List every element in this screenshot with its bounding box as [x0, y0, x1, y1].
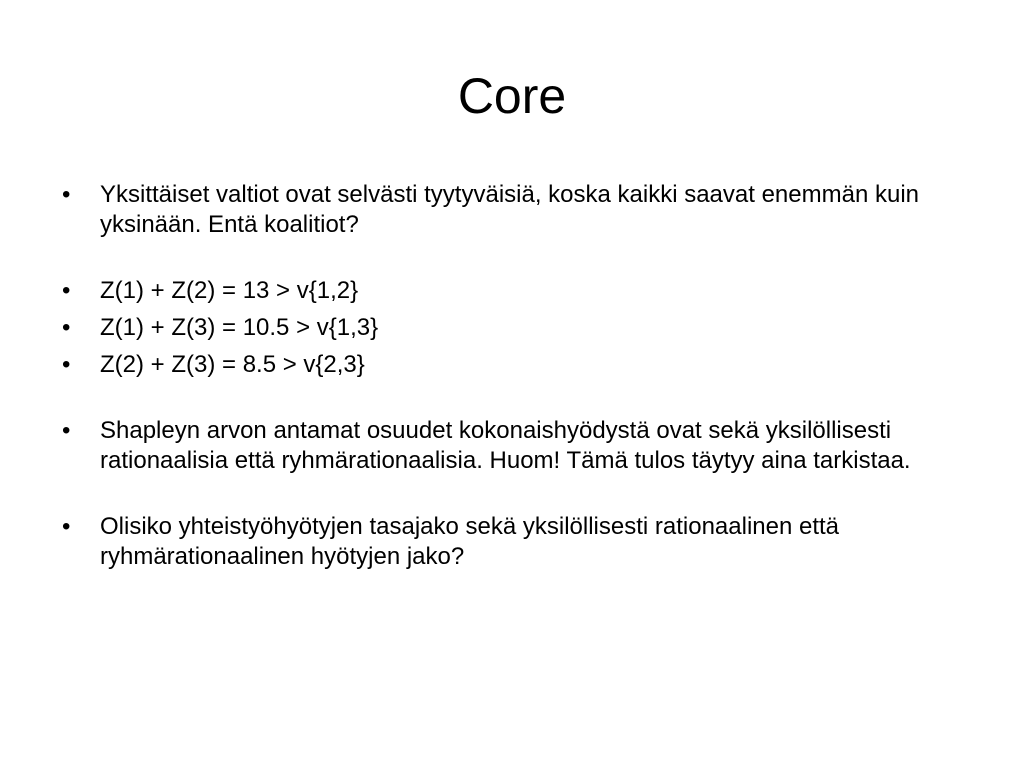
bullet-list	[62, 180, 972, 572]
bullet-text: Z(1) + Z(3) = 10.5 > v{1,3}	[100, 314, 379, 341]
bullet-icon: •	[62, 351, 71, 378]
bullet-icon: •	[62, 417, 71, 444]
bullet-icon: •	[62, 181, 71, 208]
bullet-text: Yksittäiset valtiot ovat selvästi tyytyväisiä, koska kaikki saavat enemmän kuin yksinään. Entä koalitiot?	[100, 181, 919, 238]
bullet-item-equal-split	[62, 512, 972, 572]
bullet-item-shapley	[62, 416, 972, 476]
bullet-text: Z(1) + Z(2) = 13 > v{1,2}	[100, 277, 359, 304]
bullet-item-coalitions	[62, 180, 972, 240]
slide-title: Core	[457, 68, 567, 124]
bullet-item-z12	[62, 276, 972, 306]
bullet-icon: •	[62, 513, 71, 540]
bullet-text: Olisiko yhteistyöhyötyjen tasajako sekä yksilöllisesti rationaalinen että ryhmärationaalinen hyötyjen jako?	[100, 513, 840, 570]
bullet-icon: •	[62, 314, 71, 341]
bullet-text: Shapleyn arvon antamat osuudet kokonaishyödystä ovat sekä yksilöllisesti rationaalisia että ryhmärationaalisia. Huom! Tämä tulos täytyy aina tarkistaa.	[100, 417, 911, 474]
bullet-item-z13	[62, 313, 972, 343]
bullet-icon: •	[62, 277, 71, 304]
bullet-item-z23	[62, 350, 972, 380]
bullet-text: Z(2) + Z(3) = 8.5 > v{2,3}	[100, 351, 365, 378]
